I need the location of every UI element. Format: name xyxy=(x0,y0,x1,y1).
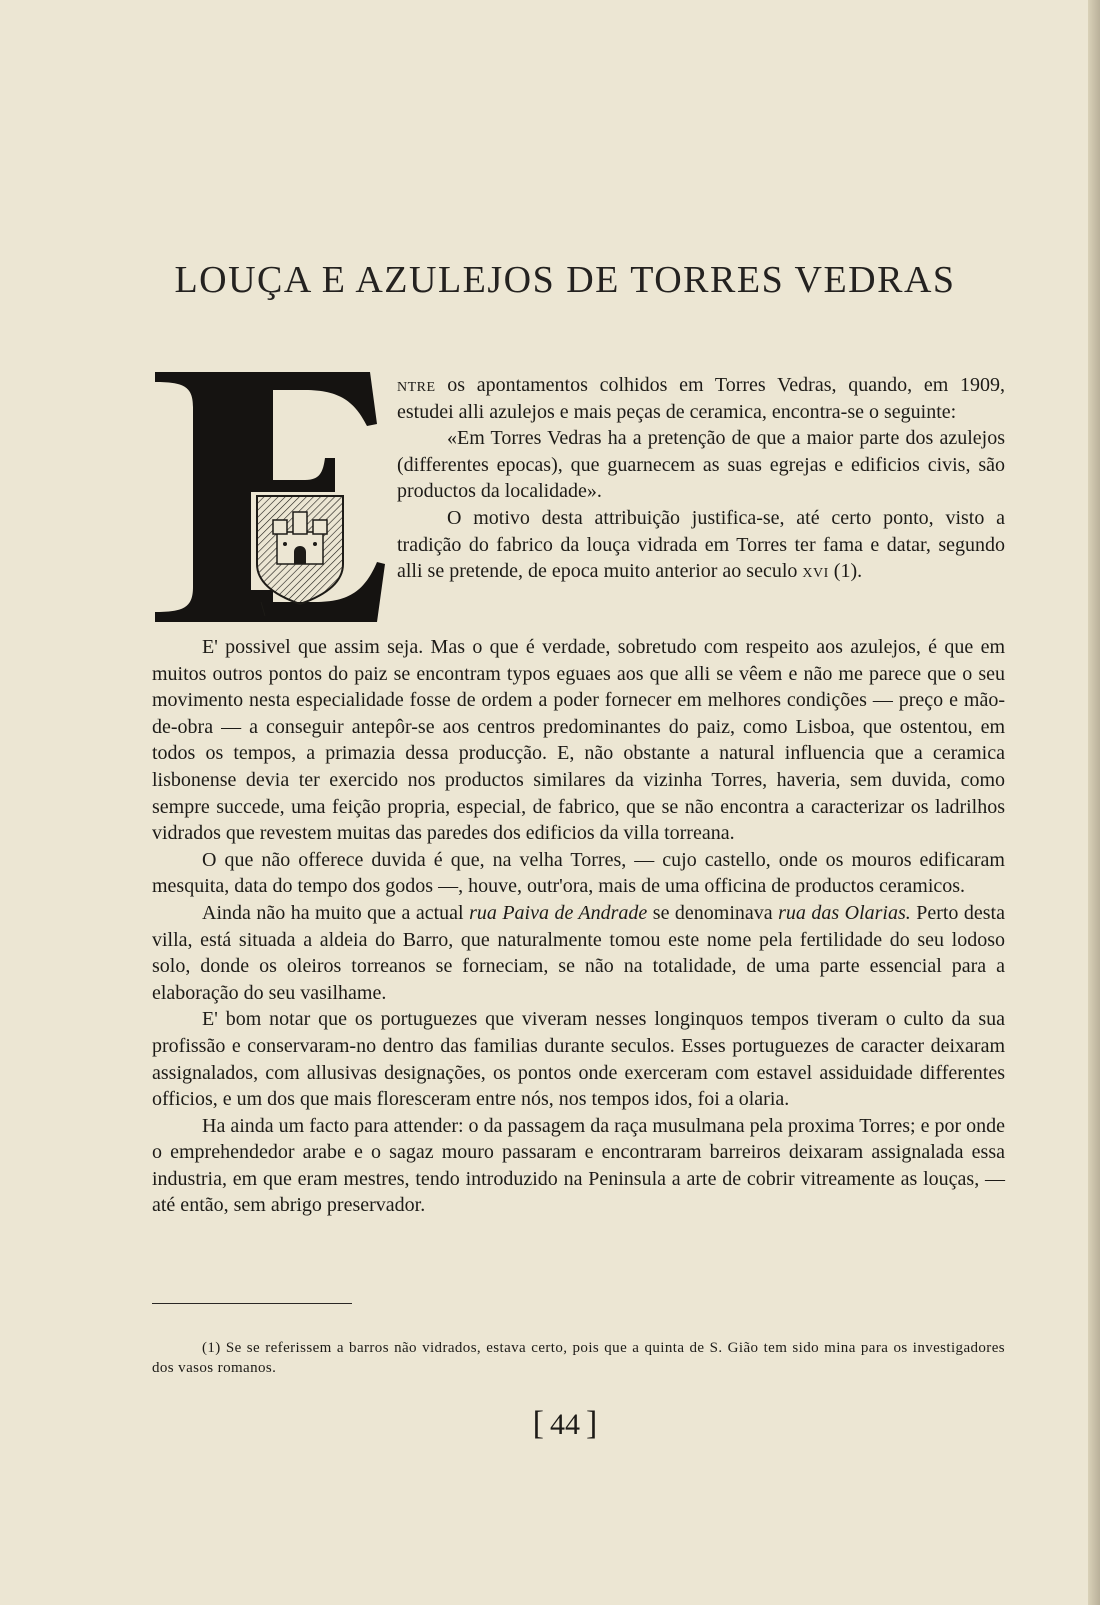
lead-text: os apontamentos colhidos em Torres Vedras, quando, em 1909, estudei alli azulejos e mais peças de ceramica, encontra-se o seguinte: xyxy=(397,374,1005,423)
intro-opening xyxy=(397,372,1005,425)
paragraph-1: E' possivel que assim seja. Mas o que é verdade, sobretudo com respeito aos azulejos, é que em muitos outros pontos do paiz se encontram typos eguaes aos que alli se vêem e não me parece que o seu movimento nesta especialidade fosse de ordem a poder fornecer em melhores condições — preço e mão-de-obra — a conseguir antepôr-se aos centros predominantes do paiz, como Lisboa, que ostentou, em todos os tempos, a primazia dessa producção. E, não obstante a natural influencia que a ceramica lisbonense devia ter exercido nos productos similares da vizinha Torres, haveria, sem duvida, como sempre succede, uma feição propria, especial, de fabrico, que se não encontra a caracterizar os ladrilhos vidrados que revestem muitas das paredes dos edificios da villa torreana. xyxy=(152,636,1005,845)
intro-quote: «Em Torres Vedras ha a pretenção de que a maior parte dos azulejos (differentes epocas), que guarnecem as suas egrejas e edificios civis, são productos da localidade». xyxy=(397,427,1005,503)
p3-text-c: Perto desta villa, está situada a aldeia do Barro, que naturalmente tomou este nome pela fertilidade do seu lodoso solo, donde os oleiros torreanos se forneciam, se não na totalidade, de uma parte essencial para a elaboração do seu vasilhame. xyxy=(152,901,1005,1004)
paragraph-2: O que não offerece duvida é que, na velha Torres, — cujo castello, onde os mouros edificaram mesquita, data do tempo dos godos —, houve, outr'ora, mais de uma officina de productos ceramicos. xyxy=(152,848,1005,898)
intro-block xyxy=(397,372,1005,585)
footnote-reference: (1). xyxy=(828,560,863,583)
paragraph-4: E' bom notar que os portuguezes que viveram nesses longinquos tempos tiveram o culto da sua profissão e conservaram-no dentro das familias durante seculos. Esses portuguezes de caracter deixaram assignalados, com allusivas designações, os pontos onde exerceram com estavel assiduidade differentes officios, e um dos que mais floresceram entre nós, nos tempos idos, foi a olaria. xyxy=(152,1008,1005,1111)
paragraph-3 xyxy=(152,900,1005,1006)
motivo-text: O motivo desta attribuição justifica-se, até certo ponto, visto a tradição do fabrico da louça vidrada em Torres ter fama e datar, segundo alli se pretende, de epoca muito anterior ao seculo xyxy=(397,506,1005,583)
page-number: 44 xyxy=(550,1408,580,1441)
drop-cap-graphic xyxy=(155,372,385,622)
paragraph-5: Ha ainda um facto para attender: o da passagem da raça musulmana pela proxima Torres; e por onde o emprehendedor arabe e o sagaz mouro passaram e encontraram barreiros deixaram assignalada essa industria, em que eram mestres, tendo introduzido na Peninsula a arte de cobrir vitreamente as louças, — até então, sem abrigo preservador. xyxy=(152,1114,1005,1217)
intro-motivo xyxy=(397,505,1005,585)
footnote: (1) Se se referissem a barros não vidrados, estava certo, pois que a quinta de S. Gião tem sido mina para os investigadores dos vasos romanos. xyxy=(152,1340,1005,1376)
street-name-current: rua Paiva de Andrade xyxy=(469,901,648,924)
century-numeral: xvi xyxy=(802,560,829,583)
street-name-old: rua das Olarias. xyxy=(778,901,911,924)
drop-cap-initial xyxy=(155,372,385,622)
page-edge xyxy=(1088,0,1100,1605)
p3-text-b: se denominava xyxy=(647,901,779,924)
lead-smallcaps: ntre xyxy=(397,374,436,396)
page-number-block xyxy=(500,1405,630,1443)
article-body xyxy=(152,634,1005,1219)
footnote-divider xyxy=(152,1303,352,1304)
bracket-right: ] xyxy=(586,1405,598,1442)
p3-text-a: Ainda não ha muito que a actual xyxy=(202,901,470,924)
article-title: LOUÇA E AZULEJOS DE TORRES VEDRAS xyxy=(174,259,956,301)
bracket-left: [ xyxy=(532,1405,544,1442)
